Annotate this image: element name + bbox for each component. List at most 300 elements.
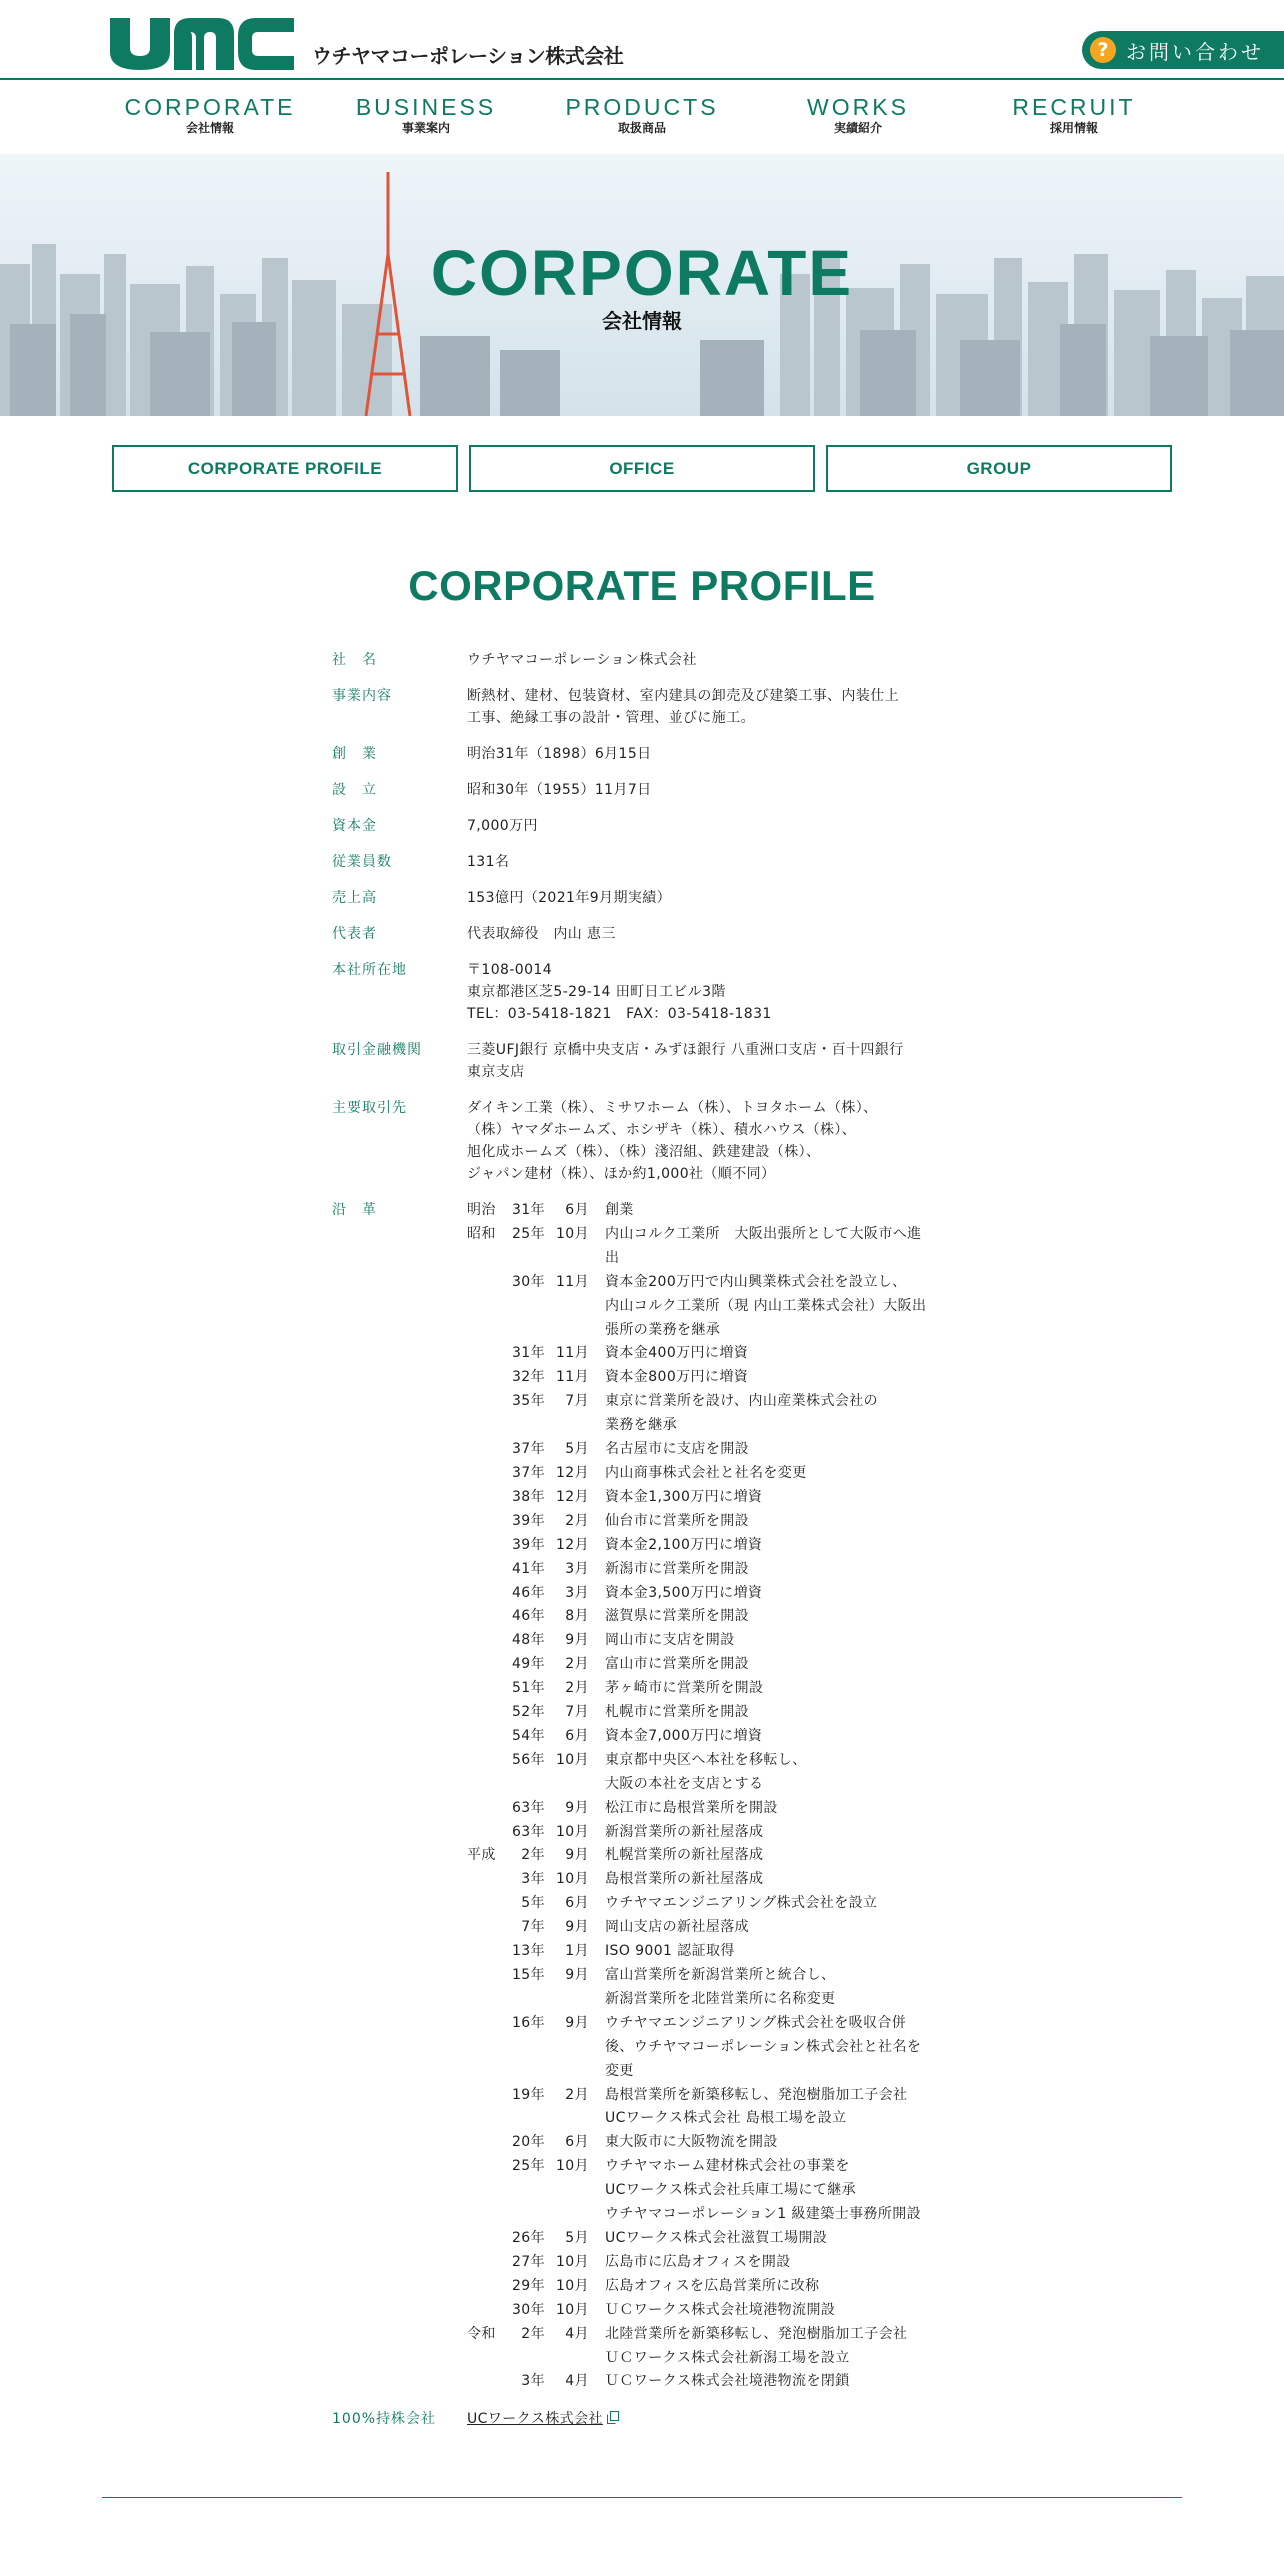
nav-corporate[interactable] [102,94,318,136]
history-era [467,2370,505,2394]
history-month: 8月 [565,1608,589,1625]
profile-value-line: ウチヤマコーポレーション株式会社 [467,652,697,668]
history-gap [591,1821,605,1845]
history-event-line: ＵＣワークス株式会社境港物流開設 [605,2301,836,2318]
history-month: 12月 [555,1464,589,1481]
history-event-line: 大阪の本社を支店とする [605,1775,764,1792]
history-row [467,1582,952,1606]
history-era [467,1438,505,1462]
history-event-line: 出 [605,1249,620,1266]
history-year: 46年 [511,1584,545,1601]
history-row [467,1821,952,1845]
history-gap [591,1558,605,1582]
history-month: 2月 [565,1512,589,1529]
history-year: 2年 [521,1847,545,1864]
history-month: 10月 [555,1823,589,1840]
history-row [467,1629,952,1653]
history-row [467,1797,952,1821]
profile-value [467,2408,952,2430]
history-row [467,1868,952,1892]
history-month: 3月 [565,1560,589,1577]
history-month: 12月 [555,1536,589,1553]
history-event [605,1366,952,1390]
nav-works[interactable] [750,94,966,136]
history-era [467,2275,505,2299]
history-event [605,2323,952,2371]
history-era [467,1749,505,1797]
profile-row-headquarters [332,959,952,1025]
history-month: 10月 [555,2301,589,2318]
history-row [467,2012,952,2084]
history-event-line: 新潟営業所を北陸営業所に名称変更 [605,1990,836,2007]
question-icon: ? [1090,37,1116,63]
profile-label: 本社所在地 [332,962,407,978]
contact-label: お問い合わせ [1126,39,1264,64]
history-era [467,1558,505,1582]
history-gap [591,1510,605,1534]
history-row [467,1462,952,1486]
history-month: 5月 [565,1441,589,1458]
hero-banner [0,154,1284,416]
history-row [467,1605,952,1629]
history-table [467,1199,952,2394]
history-era [467,1725,505,1749]
profile-label: 代表者 [332,926,377,942]
history-event-line: 資本金2,100万円に増資 [605,1536,763,1553]
history-gap [591,2084,605,2132]
history-gap [591,2251,605,2275]
history-event-line: 東大阪市に大阪物流を開設 [605,2134,778,2151]
nav-corporate-en: CORPORATE [124,94,296,120]
nav-products[interactable] [534,94,750,136]
history-year: 37年 [511,1441,545,1458]
history-year: 29年 [511,2277,545,2294]
history-event [605,1892,952,1916]
history-event [605,2251,952,2275]
history-gap [591,1916,605,1940]
history-era: 昭和 [467,1225,496,1242]
history-month: 10月 [555,1871,589,1888]
history-month: 10月 [555,2253,589,2270]
history-era [467,1892,505,1916]
history-event-line: 北陸営業所を新築移転し、発泡樹脂加工子会社 [605,2325,908,2342]
history-month: 9月 [565,1847,589,1864]
history-event [605,1701,952,1725]
history-event-line: ウチヤマエンジニアリング株式会社を吸収合併 [605,2014,907,2031]
history-gap [591,1342,605,1366]
profile-label: 設 立 [332,782,377,798]
profile-value-line: 明治31年（1898）6月15日 [467,746,652,762]
history-event [605,2227,952,2251]
nav-business-en: BUSINESS [355,94,497,120]
profile-value-line: ジャパン建材（株）、ほか約1,000社（順不同） [467,1166,776,1182]
history-gap [591,2131,605,2155]
history-month: 9月 [565,1799,589,1816]
profile-label: 創 業 [332,746,377,762]
profile-label: 社 名 [332,652,377,668]
history-event-line: 広島市に広島オフィスを開設 [605,2253,791,2270]
history-event-line: 資本金1,300万円に増資 [605,1488,763,1505]
history-era [467,1605,505,1629]
history-event [605,1677,952,1701]
tab-corporate-profile[interactable]: CORPORATE PROFILE [112,445,458,492]
company-name: ウチヤマコーポレーション株式会社 [312,44,624,68]
history-event-line: 後、ウチヤマコーポレーション株式会社と社名を [605,2038,922,2055]
history-event [605,1223,952,1271]
profile-row-sales [332,887,952,909]
history-era: 明治 [467,1202,496,1218]
history-event [605,1462,952,1486]
history-gap [591,1964,605,2012]
history-event [605,1821,952,1845]
history-event [605,1964,952,2012]
history-event-line: 内山コルク工業所（現 内山工業株式会社）大阪出 [605,1297,927,1314]
profile-value [467,1039,952,1083]
history-month: 10月 [555,2277,589,2294]
history-event-line: 変更 [605,2062,634,2079]
history-row [467,2299,952,2323]
history-year: 41年 [511,1560,545,1577]
history-event [605,1725,952,1749]
history-event [605,1916,952,1940]
profile-label: 事業内容 [332,688,392,704]
history-gap [591,1271,605,1343]
profile-row-capital [332,815,952,837]
history-row [467,1438,952,1462]
history-gap [591,2275,605,2299]
history-year: 51年 [511,1680,545,1697]
profile-row-clients [332,1097,952,1185]
profile-value [467,649,952,671]
history-gap [591,1653,605,1677]
profile-label: 100%持株会社 [332,2411,437,2428]
nav-recruit-ja: 採用情報 [1049,121,1098,135]
history-event-line: 茅ヶ崎市に営業所を開設 [605,1680,764,1697]
history-year: 39年 [511,1512,545,1529]
nav-recruit-en: RECRUIT [1012,94,1136,120]
profile-row-business [332,685,952,729]
history-row [467,1844,952,1868]
history-era [467,2131,505,2155]
history-event-line: 新潟営業所の新社屋落成 [605,1823,764,1840]
history-event [605,2275,952,2299]
history-era [467,1486,505,1510]
history-event-line: 内山コルク工業所 大阪出張所として大阪市へ進 [605,1225,922,1242]
history-row [467,1534,952,1558]
profile-value-line: 三菱UFJ銀行 京橋中央支店・みずほ銀行 八重洲口支店・百十四銀行 [467,1042,904,1058]
history-event-line: 創業 [605,1202,634,1218]
history-row [467,1558,952,1582]
history-event-line: 札幌営業所の新社屋落成 [605,1847,764,1864]
history-row [467,1271,952,1343]
profile-value-line: 〒108-0014 [467,962,553,978]
history-event [605,2131,952,2155]
history-list [467,1199,952,2394]
history-event-line: ウチヤマコーポレーション1 級建築士事務所開設 [605,2206,921,2223]
umc-logo-icon [110,18,294,70]
profile-row-founded [332,743,952,765]
history-month: 6月 [565,2134,589,2151]
history-row [467,1390,952,1438]
history-month: 2月 [565,1656,589,1673]
profile-value-line: （株）ヤマダホームズ、ホシザキ（株）、積水ハウス（株）、 [467,1122,857,1138]
history-gap [591,1582,605,1606]
history-event-line: 資本金200万円で内山興業株式会社を設立し、 [605,1273,907,1290]
history-gap [591,1390,605,1438]
history-gap [591,2155,605,2227]
history-year: 3年 [521,2373,545,2390]
profile-row-banks [332,1039,952,1083]
history-gap [591,1605,605,1629]
history-event-line: 資本金800万円に増資 [605,1369,749,1386]
history-event [605,1868,952,1892]
nav-products-ja: 取扱商品 [617,121,666,135]
history-row [467,1892,952,1916]
history-year: 30年 [511,2301,545,2318]
history-era [467,1964,505,2012]
history-era [467,1821,505,1845]
history-gap [591,1749,605,1797]
profile-row-history [332,1199,952,2394]
history-event [605,2155,952,2227]
history-gap [591,1199,605,1223]
header-divider [0,78,1284,80]
history-event [605,1605,952,1629]
history-gap [591,2299,605,2323]
profile-value-line: ダイキン工業（株）、ミサワホーム（株）、トヨタホーム（株）、 [467,1100,878,1116]
history-row [467,1342,952,1366]
history-month: 11月 [555,1273,589,1290]
history-gap [591,2323,605,2371]
history-era [467,1510,505,1534]
history-event-line: 滋賀県に営業所を開設 [605,1608,749,1625]
history-month: 1月 [565,1943,589,1960]
profile-value-line: TEL：03-5418-1821 FAX：03-5418-1831 [467,1006,772,1022]
history-year: 35年 [511,1393,545,1410]
hero-title: CORPORATE [430,237,854,309]
nav-works-ja: 実績紹介 [833,121,882,135]
profile-table [332,649,952,2444]
history-era [467,1868,505,1892]
history-event [605,2299,952,2323]
history-event-line: 岡山市に支店を開設 [605,1632,735,1649]
nav-corporate-ja: 会社情報 [185,121,234,135]
history-gap [591,1534,605,1558]
history-year: 19年 [511,2086,545,2103]
history-month: 11月 [555,1345,589,1362]
history-era [467,2012,505,2084]
history-year: 2年 [521,2325,545,2342]
history-gap [591,1892,605,1916]
history-event-line: 富山市に営業所を開設 [605,1656,749,1673]
history-event-line: 張所の業務を継承 [605,1321,721,1338]
history-gap [591,1677,605,1701]
history-event-line: UCワークス株式会社 島根工場を設立 [605,2110,847,2127]
profile-value-line: 断熱材、建材、包装資材、室内建具の卸売及び建築工事、内装仕上 [467,688,899,704]
history-row [467,2323,952,2371]
history-event [605,1749,952,1797]
history-event-line: 東京都中央区へ本社を移転し、 [605,1751,807,1768]
profile-value [467,685,952,729]
contact-button[interactable] [1082,31,1284,69]
subsidiary-link[interactable] [467,2411,619,2427]
history-event-line: ＵＣワークス株式会社新潟工場を設立 [605,2349,850,2366]
profile-value-line: 東京支店 [467,1064,525,1080]
profile-label: 沿 革 [332,1202,377,1218]
history-row [467,1701,952,1725]
profile-value [467,959,952,1025]
history-year: 39年 [511,1536,545,1553]
nav-works-en: WORKS [807,94,909,120]
history-event [605,1390,952,1438]
history-era [467,1677,505,1701]
profile-value-line: 代表取締役 内山 恵三 [467,926,616,942]
history-row [467,1677,952,1701]
history-year: 25年 [511,1225,545,1242]
site-logo[interactable] [110,18,623,70]
history-month: 11月 [555,1369,589,1386]
history-event-line: 名古屋市に支店を開設 [605,1441,749,1458]
profile-row-subsidiary [332,2408,952,2430]
history-month: 6月 [565,1202,589,1218]
history-year: 27年 [511,2253,545,2270]
history-month: 9月 [565,1967,589,1983]
history-event-line: 松江市に島根営業所を開設 [605,1799,778,1816]
history-event [605,1486,952,1510]
history-event [605,1438,952,1462]
history-month: 10月 [555,2158,589,2175]
history-gap [591,1844,605,1868]
profile-value [467,887,952,909]
history-row [467,1223,952,1271]
history-month: 3月 [565,1584,589,1601]
history-event-line: 東京に営業所を設け、内山産業株式会社の [605,1393,879,1410]
tab-office[interactable]: OFFICE [469,445,815,492]
history-event [605,1510,952,1534]
profile-value [467,779,952,801]
history-month: 9月 [565,1632,589,1649]
tab-group[interactable]: GROUP [826,445,1172,492]
history-event-line: 資本金3,500万円に増資 [605,1584,763,1601]
history-year: 20年 [511,2134,545,2151]
hero-subtitle: 会社情報 [602,309,682,333]
history-month: 5月 [565,2229,589,2246]
history-year: 63年 [511,1799,545,1816]
history-row [467,2084,952,2132]
footer-divider [102,2497,1182,2498]
history-era [467,1462,505,1486]
profile-value [467,1097,952,1185]
history-gap [591,1797,605,1821]
history-era [467,2155,505,2227]
history-era: 令和 [467,2325,496,2342]
history-year: 54年 [511,1727,545,1744]
sub-tabs [112,445,1172,492]
history-era [467,1653,505,1677]
history-year: 7年 [521,1919,545,1936]
history-event-line: UCワークス株式会社滋賀工場開設 [605,2229,828,2246]
history-row [467,2131,952,2155]
history-gap [591,1223,605,1271]
history-month: 4月 [565,2325,589,2342]
profile-value-line: 7,000万円 [467,818,538,834]
history-gap [591,1940,605,1964]
history-era [467,2251,505,2275]
history-event [605,1844,952,1868]
history-row [467,1725,952,1749]
profile-value [467,851,952,873]
history-event [605,2084,952,2132]
nav-business[interactable] [318,94,534,136]
history-event [605,2370,952,2394]
history-event [605,1797,952,1821]
history-event-line: ＵＣワークス株式会社境港物流を閉鎖 [605,2373,850,2390]
profile-row-company-name [332,649,952,671]
history-month: 9月 [565,2014,589,2031]
history-event [605,1940,952,1964]
history-row [467,1366,952,1390]
history-gap [591,2227,605,2251]
history-month: 6月 [565,1895,589,1912]
external-link-icon [607,2411,619,2424]
history-event-line: 業務を継承 [605,1417,677,1434]
history-gap [591,1629,605,1653]
history-era [467,2227,505,2251]
history-era [467,1390,505,1438]
history-month: 12月 [555,1488,589,1505]
history-row [467,1653,952,1677]
history-event-line: UCワークス株式会社兵庫工場にて継承 [605,2182,857,2199]
history-event-line: ウチヤマエンジニアリング株式会社を設立 [605,1895,878,1912]
history-row [467,2251,952,2275]
history-month: 2月 [565,1680,589,1697]
history-row [467,1964,952,2012]
history-era [467,2299,505,2323]
history-row [467,1916,952,1940]
nav-products-en: PRODUCTS [565,94,719,120]
history-era [467,1797,505,1821]
history-year: 63年 [511,1823,545,1840]
history-year: 16年 [511,2014,545,2031]
history-year: 46年 [511,1608,545,1625]
history-era [467,1582,505,1606]
history-gap [591,1486,605,1510]
history-row [467,2275,952,2299]
profile-value-line: 工事、絶縁工事の設計・管理、並びに施工。 [467,710,755,726]
history-gap [591,1701,605,1725]
history-event-line: 札幌市に営業所を開設 [605,1704,749,1721]
history-gap [591,2012,605,2084]
history-event-line: 岡山支店の新社屋落成 [605,1919,749,1936]
history-row [467,1749,952,1797]
profile-value-line: 旭化成ホームズ（株）、（株）淺沼組、鉄建建設（株）、 [467,1144,821,1160]
profile-row-established [332,779,952,801]
nav-recruit[interactable] [966,94,1182,136]
profile-label: 主要取引先 [332,1100,407,1116]
profile-row-representative [332,923,952,945]
history-event-line: 内山商事株式会社と社名を変更 [605,1464,807,1481]
profile-value [467,923,952,945]
history-month: 7月 [565,1393,589,1410]
history-event-line: 島根営業所の新社屋落成 [605,1871,764,1888]
history-event-line: 広島オフィスを広島営業所に改称 [605,2277,820,2294]
history-gap [591,1725,605,1749]
history-year: 13年 [511,1943,545,1960]
history-event-line: 資本金7,000万円に増資 [605,1727,763,1744]
history-year: 26年 [511,2229,545,2246]
profile-row-employees [332,851,952,873]
history-era [467,1366,505,1390]
